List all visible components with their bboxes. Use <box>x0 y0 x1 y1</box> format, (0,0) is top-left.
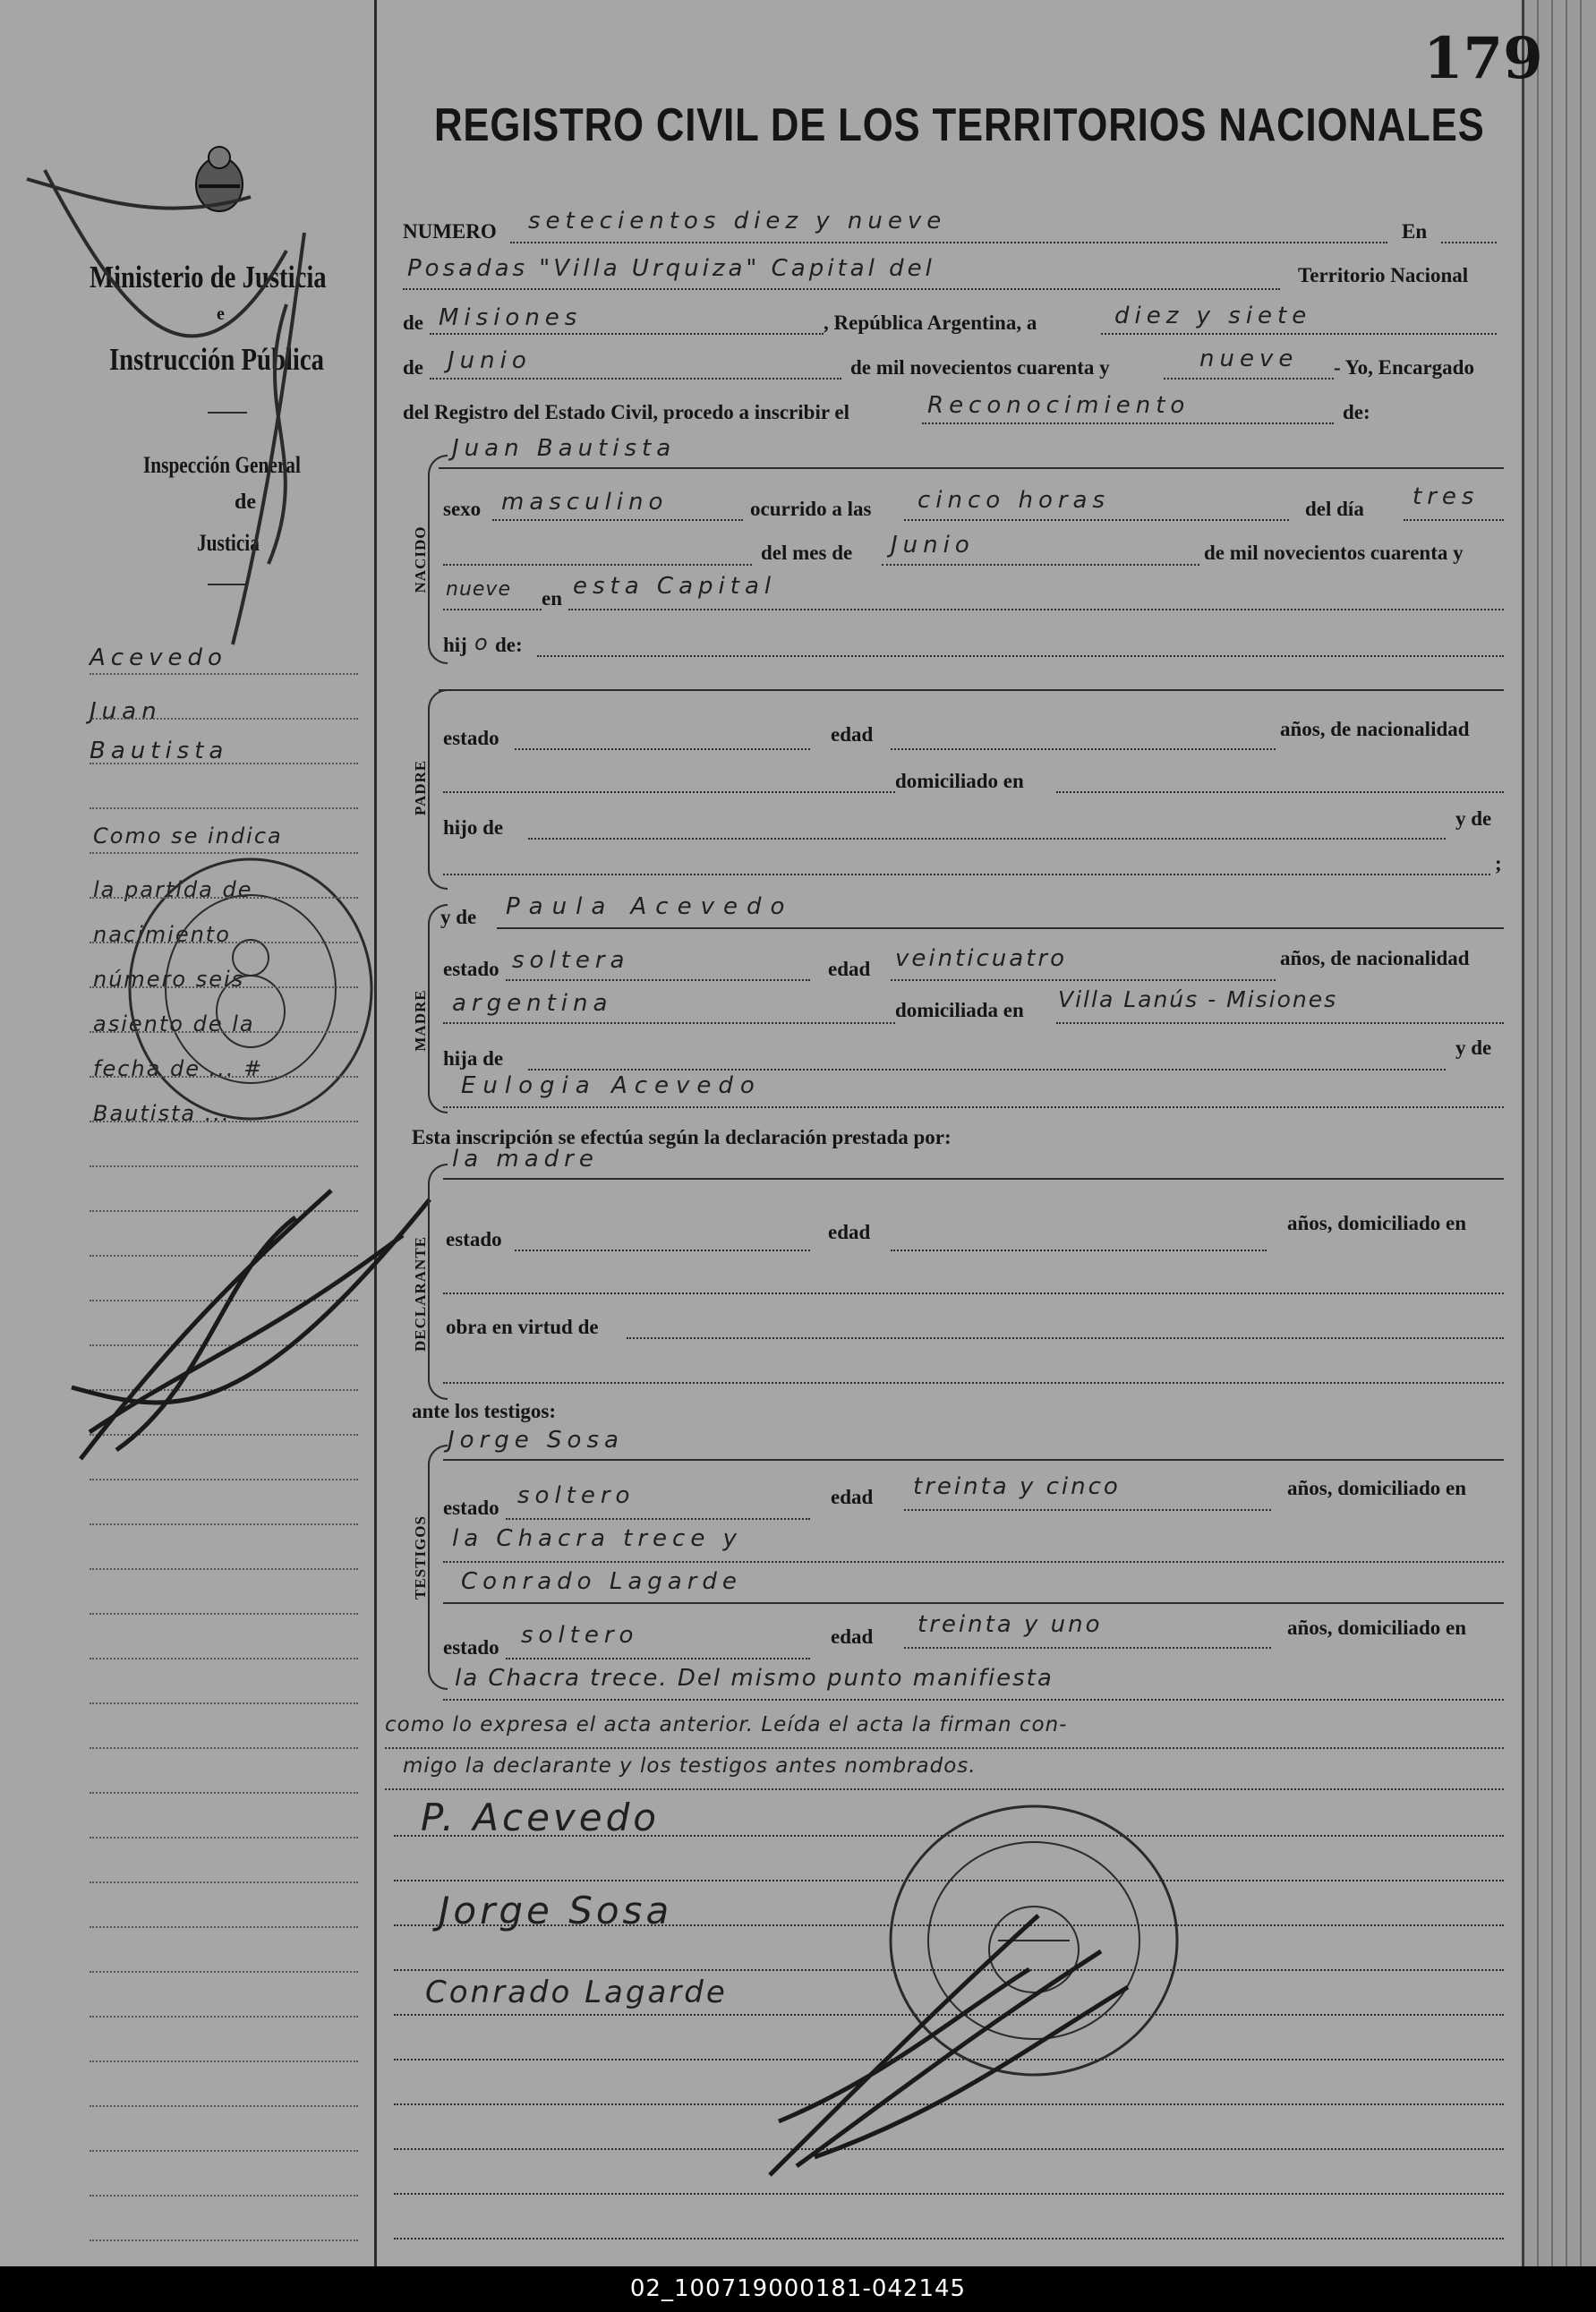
testigo-2-estado: soltero <box>521 1622 639 1649</box>
testigo-2-name: Conrado Lagarde <box>461 1568 742 1595</box>
section-testigos: TESTIGOS <box>412 1515 429 1600</box>
label-de-3: de: <box>495 634 523 656</box>
padre-label-edad: edad <box>831 723 874 746</box>
margin-flourish-icon <box>63 1164 439 1468</box>
madre-nacionalidad-value: argentina <box>452 990 613 1017</box>
inspection-line-2: de <box>235 491 256 514</box>
testigo-1-label-anios: años, domiciliado en <box>1287 1477 1467 1499</box>
anio-value: nueve <box>446 578 511 601</box>
section-padre: PADRE <box>412 759 429 816</box>
mes-value: Junio <box>891 532 975 559</box>
declarante-label-obra: obra en virtud de <box>446 1316 599 1338</box>
sidebar-rule-line <box>90 1568 358 1570</box>
label-mil: de mil novecientos cuarenta y <box>850 356 1110 379</box>
declarante-label-anios: años, domiciliado en <box>1287 1212 1467 1234</box>
testigo-2-label-anios: años, domiciliado en <box>1287 1617 1467 1639</box>
madre-padres-value: Eulogia Acevedo <box>461 1072 762 1099</box>
day-value: diez y siete <box>1114 303 1312 329</box>
sidebar-middle-name: Bautista <box>90 738 229 764</box>
territorio-value: Misiones <box>439 304 583 331</box>
sidebar-rule-line <box>90 852 358 854</box>
label-registro: del Registro del Estado Civil, procedo a inscribir el <box>403 401 849 423</box>
signature-rule-line <box>394 2193 1504 2195</box>
testigo-1-label-edad: edad <box>831 1486 874 1508</box>
margin-note-1: Como se indica <box>93 823 283 849</box>
label-en: En <box>1402 220 1428 243</box>
margin-stamp-icon <box>116 850 385 1128</box>
label-republica: , República Argentina, a <box>824 311 1037 334</box>
label-territorio: Territorio Nacional <box>1298 264 1469 286</box>
inspection-line-1: Inspección General <box>143 452 301 478</box>
padre-label-hijo-de: hijo de <box>443 816 504 839</box>
sidebar-rule-line <box>90 986 358 988</box>
sidebar-rule-line <box>90 1747 358 1749</box>
nacido-name: Juan Bautista <box>452 435 677 462</box>
sidebar-rule-line <box>90 2016 358 2018</box>
sidebar-rule-line <box>90 1658 358 1659</box>
sidebar-rule-line <box>90 1523 358 1525</box>
declarante-label-estado: estado <box>446 1228 502 1250</box>
sidebar-rule-line <box>90 1479 358 1480</box>
closing-line-2: migo la declarante y los testigos antes nombrados. <box>403 1754 977 1778</box>
testigo-1-edad: treinta y cinco <box>913 1473 1121 1500</box>
sidebar-rule-line <box>90 763 358 764</box>
label-mil-2: de mil novecientos cuarenta y <box>1204 542 1464 564</box>
lugar-value: esta Capital <box>573 573 777 600</box>
numero-value: setecientos diez y nueve <box>528 208 947 235</box>
label-testigos: ante los testigos: <box>412 1400 556 1422</box>
testigo-2-label-edad: edad <box>831 1625 874 1648</box>
inspection-line-3: Justicia <box>197 530 260 556</box>
page-number: 179 <box>1423 25 1543 92</box>
padre-label-anios: años, de nacionalidad <box>1280 718 1470 740</box>
testigo-2-edad: treinta y uno <box>917 1611 1103 1638</box>
testigo-1-name: Jorge Sosa <box>448 1427 624 1454</box>
sidebar-rule-line <box>90 1613 358 1615</box>
month-value: Junio <box>448 347 532 374</box>
madre-label-hija-de: hija de <box>443 1047 504 1070</box>
label-de-colon: de: <box>1343 401 1370 423</box>
sidebar-rule-line <box>90 718 358 720</box>
sidebar-rule-line <box>90 897 358 899</box>
ministry-line-1: Ministerio de Justicia <box>90 260 327 294</box>
official-flourish-icon <box>761 1898 1137 2184</box>
place-value: Posadas "Villa Urquiza" Capital del <box>407 255 935 282</box>
sexo-value: masculino <box>501 489 669 516</box>
madre-label-edad: edad <box>828 958 871 980</box>
testigo-1-domicilio: la Chacra trece y <box>452 1525 742 1552</box>
sidebar-rule-line <box>90 2150 358 2152</box>
madre-edad-value: veinticuatro <box>895 945 1067 972</box>
label-en-2: en <box>542 587 562 610</box>
label-numero: NUMERO <box>403 220 497 243</box>
testigo-2-domicilio: la Chacra trece. Del mismo punto manifiesta <box>455 1665 1054 1692</box>
signature-rule-line <box>394 2238 1504 2239</box>
sidebar-rule-line <box>90 1702 358 1704</box>
section-madre: MADRE <box>412 989 429 1052</box>
padre-semicolon: ; <box>1495 852 1502 874</box>
madre-name: Paula Acevedo <box>506 893 794 920</box>
signature-1: P. Acevedo <box>421 1796 660 1839</box>
footer-id: 02_100719000181-042145 <box>0 2266 1596 2312</box>
hora-value: cinco horas <box>917 487 1111 514</box>
madre-label-y-de: y de <box>440 906 477 928</box>
padre-label-y-de: y de <box>1455 807 1492 830</box>
testigo-1-label-estado: estado <box>443 1497 499 1519</box>
margin-note-2: la partida de <box>93 877 253 902</box>
label-mes: del mes de <box>761 542 853 564</box>
margin-note-3: nacimiento <box>93 922 231 947</box>
closing-line-1: como lo expresa el acta anterior. Leída el acta la firman con- <box>385 1713 1068 1736</box>
act-value: Reconocimiento <box>927 392 1191 419</box>
ministry-e: e <box>217 304 225 324</box>
section-declarante: DECLARANTE <box>412 1235 429 1352</box>
hijo-suffix: o <box>474 630 490 655</box>
madre-estado-value: soltera <box>512 947 630 974</box>
binding-edge <box>1522 0 1596 2266</box>
sidebar-rule-line <box>90 807 358 809</box>
label-de-2: de <box>403 356 423 379</box>
dia-value: tres <box>1413 483 1480 510</box>
testigo-1-estado: soltero <box>517 1482 636 1509</box>
madre-domicilio-value: Villa Lanús - Misiones <box>1058 986 1338 1012</box>
ministry-line-2: Instrucción Pública <box>109 342 324 377</box>
margin-note-6: fecha de ... # <box>93 1056 264 1081</box>
section-nacido: NACIDO <box>412 525 429 593</box>
sidebar-rule-line <box>90 1792 358 1794</box>
sidebar-rule-line <box>90 2239 358 2241</box>
sidebar-rule-line <box>90 1076 358 1078</box>
declarante-label-edad: edad <box>828 1221 871 1243</box>
sidebar-rule-line <box>90 1926 358 1928</box>
label-de: de <box>403 311 423 334</box>
sidebar-rule-line <box>90 2195 358 2197</box>
label-yo: - Yo, Encargado <box>1334 356 1474 379</box>
year-value: nueve <box>1199 346 1299 372</box>
sidebar-given-name: Juan <box>90 698 162 725</box>
margin-note-5: asiento de la <box>93 1011 255 1037</box>
padre-label-estado: estado <box>443 727 499 749</box>
signature-3: Conrado Lagarde <box>425 1975 728 2010</box>
testigo-2-label-estado: estado <box>443 1636 499 1659</box>
sidebar-rule-line <box>90 2105 358 2107</box>
signature-2: Jorge Sosa <box>439 1889 673 1932</box>
sidebar-rule-line <box>90 942 358 943</box>
sidebar-rule-line <box>90 1971 358 1973</box>
sidebar-rule-line <box>90 2060 358 2062</box>
label-hij: hij <box>443 634 467 656</box>
madre-label-estado: estado <box>443 958 499 980</box>
margin-note-7: Bautista ... <box>93 1101 231 1126</box>
label-inscripcion: Esta inscripción se efectúa según la declaración prestada por: <box>412 1126 952 1148</box>
madre-label-anios: años, de nacionalidad <box>1280 947 1470 969</box>
label-dia: del día <box>1305 498 1364 520</box>
madre-label-domiciliada: domiciliada en <box>895 999 1024 1021</box>
declarante-name: la madre <box>452 1146 599 1173</box>
margin-signature-icon <box>18 143 376 680</box>
label-ocurrido: ocurrido a las <box>750 498 872 520</box>
madre-label-y-de-2: y de <box>1455 1037 1492 1059</box>
sidebar-surname: Acevedo <box>90 644 227 671</box>
padre-label-domiciliado: domiciliado en <box>895 770 1024 792</box>
sidebar-rule-line <box>90 1031 358 1033</box>
page-title: REGISTRO CIVIL DE LOS TERRITORIOS NACIONALES <box>434 99 1485 151</box>
label-sexo: sexo <box>443 498 482 520</box>
sidebar-rule-line <box>90 1837 358 1839</box>
sidebar-rule-line <box>90 1121 358 1122</box>
sidebar-rule-line <box>90 1881 358 1883</box>
margin-note-4: número seis <box>93 967 245 992</box>
